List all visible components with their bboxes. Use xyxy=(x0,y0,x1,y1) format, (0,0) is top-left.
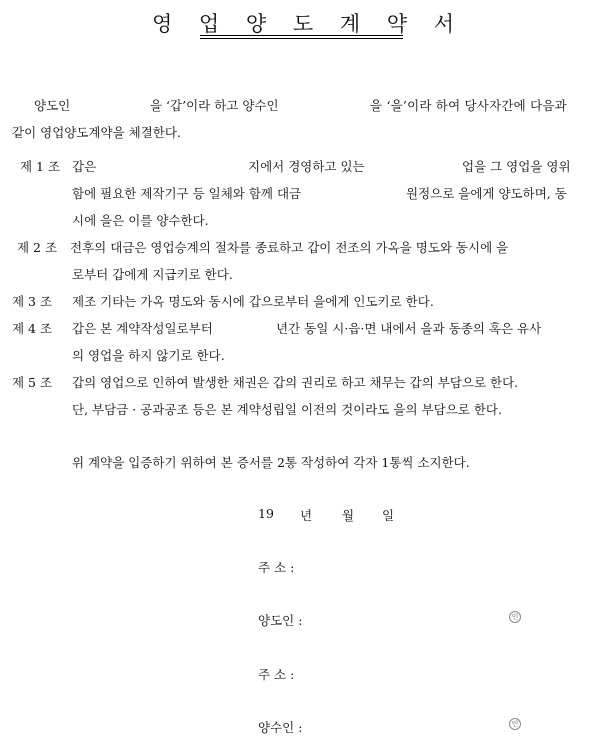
seal-icon: 인 xyxy=(509,718,521,730)
article-text: 전후의 대금은 영업승계의 절차를 종료하고 갑이 전조의 가옥을 명도와 동시에 을 xyxy=(70,240,509,255)
intro-text: 같이 영업양도계약을 체결한다. xyxy=(12,125,181,140)
intro-text: 을 ‘갑’이라 하고 양수인 xyxy=(150,98,279,113)
intro-text: 을 ‘을’이라 하여 당사자간에 다음과 xyxy=(370,98,567,113)
article-text: 제조 기타는 가옥 명도와 동시에 갑으로부터 을에게 인도키로 한다. xyxy=(72,294,434,309)
article-text: 단, 부담금 · 공과공조 등은 본 계약성립일 이전의 것이라도 을의 부담으로 한다. xyxy=(72,402,502,417)
date-year-label: 년 xyxy=(300,508,313,523)
closing-statement: 위 계약을 입증하기 위하여 본 증서를 2통 작성하여 각자 1통씩 소지한다. xyxy=(72,455,470,470)
seal-icon: 인 xyxy=(509,611,521,623)
address-label: 주 소 : xyxy=(258,667,295,682)
article-text: 지에서 경영하고 있는 xyxy=(248,159,365,174)
date-year: 19 xyxy=(258,506,274,521)
transferor-label: 양도인 : xyxy=(258,613,303,628)
title-underline xyxy=(200,38,403,39)
article-text: 함에 필요한 제작기구 등 일체와 함께 대금 xyxy=(72,186,302,201)
article-text: 년간 동일 시·읍·면 내에서 을과 동종의 혹은 유사 xyxy=(276,321,542,336)
article-text: 갑은 본 계약작성일로부터 xyxy=(72,321,213,336)
date-month-label: 월 xyxy=(342,508,355,523)
article-label: 제 1 조 xyxy=(20,159,61,174)
article-text: 시에 을은 이를 양수한다. xyxy=(72,213,209,228)
article-label: 제 5 조 xyxy=(12,375,53,390)
article-text: 로부터 갑에게 지급키로 한다. xyxy=(72,267,233,282)
address-label: 주 소 : xyxy=(258,560,295,575)
date-day-label: 일 xyxy=(382,508,395,523)
article-text: 원정으로 을에게 양도하며, 동 xyxy=(406,186,567,201)
article-label: 제 3 조 xyxy=(12,294,53,309)
intro-transferor: 양도인 xyxy=(34,98,71,113)
article-text: 갑의 영업으로 인하여 발생한 채권은 갑의 권리로 하고 채무는 갑의 부담으로 한다. xyxy=(72,375,519,390)
article-text: 업을 그 영업을 영위 xyxy=(462,159,571,174)
document-title: 영 업 양 도 계 약 서 xyxy=(151,12,465,36)
article-text: 의 영업을 하지 않기로 한다. xyxy=(72,348,225,363)
title-underline xyxy=(200,35,403,36)
transferee-label: 양수인 : xyxy=(258,720,303,735)
article-label: 제 2 조 xyxy=(17,240,58,255)
article-label: 제 4 조 xyxy=(12,321,53,336)
article-text: 갑은 xyxy=(72,159,97,174)
